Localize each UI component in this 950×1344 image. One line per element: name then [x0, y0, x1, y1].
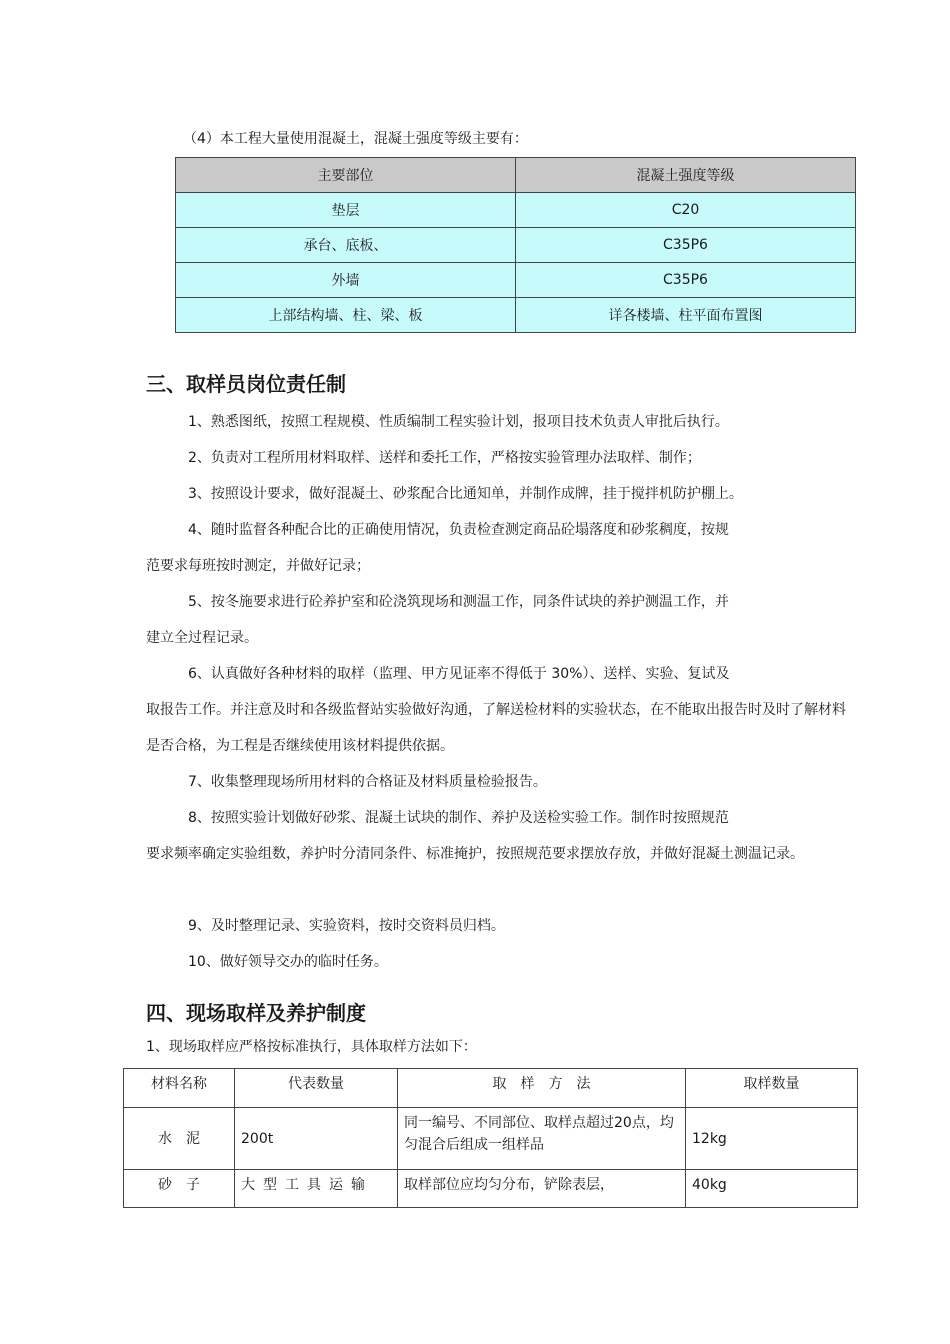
table-row [176, 193, 856, 228]
paragraph-text: 要求频率确定实验组数，养护时分清同条件、标准掩护，按照规范要求摆放存放，并做好混凝土测温记录。 [146, 846, 804, 862]
paragraph-text: 8、按照实验计划做好砂浆、混凝土试块的制作、养护及送检实验工作。制作时按照规范 [188, 810, 729, 826]
table-cell: 承台、底板、 [176, 228, 516, 263]
header-cell: 材料名称 [124, 1069, 235, 1108]
table-row [124, 1108, 858, 1170]
table-cell: 12kg [686, 1108, 858, 1170]
paragraph-text: 4、随时监督各种配合比的正确使用情况，负责检查测定商品砼塌落度和砂浆稠度，按规 [188, 522, 729, 538]
table-row [176, 298, 856, 333]
paragraph [146, 584, 846, 656]
table-cell: 取样部位应均匀分布，铲除表层， [398, 1170, 686, 1208]
table-header-row [176, 158, 856, 193]
intro-text: （4）本工程大量使用混凝土，混凝土强度等级主要有： [183, 131, 528, 147]
paragraph-text: 10、做好领导交办的临时任务。 [188, 954, 388, 970]
concrete-grade-table [175, 157, 856, 333]
table-cell: 外墙 [176, 263, 516, 298]
table-cell: 水 泥 [124, 1108, 235, 1170]
paragraph [146, 944, 846, 980]
table-cell: 垫层 [176, 193, 516, 228]
table-cell: C35P6 [516, 228, 856, 263]
table-cell: 同一编号、不同部位、取样点超过20点，均匀混合后组成一组样品 [398, 1108, 686, 1170]
header-cell: 混凝土强度等级 [516, 158, 856, 193]
table-cell: 砂 子 [124, 1170, 235, 1208]
paragraph [146, 440, 846, 476]
header-cell: 取 样 方 法 [398, 1069, 686, 1108]
header-cell: 主要部位 [176, 158, 516, 193]
table-row [176, 263, 856, 298]
table-cell: 详各楼墙、柱平面布置图 [516, 298, 856, 333]
paragraph-text: 范要求每班按时测定，并做好记录； [146, 558, 370, 574]
paragraph-text: 1、现场取样应严格按标准执行，具体取样方法如下： [146, 1039, 477, 1055]
paragraph-text: 3、按照设计要求，做好混凝土、砂浆配合比通知单，并制作成牌，挂于搅拌机防护棚上。 [188, 486, 743, 502]
paragraph-text: 2、负责对工程所用材料取样、送样和委托工作，严格按实验管理办法取样、制作； [188, 450, 701, 466]
table-row [176, 228, 856, 263]
paragraph [146, 512, 846, 584]
table-cell: 大型工具运输 [235, 1170, 398, 1208]
paragraph-text: 建立全过程记录。 [146, 630, 258, 646]
paragraph-text: 取报告工作。并注意及时和各级监督站实验做好沟通，了解送检材料的实验状态，在不能取出报告时及时了解材料是否合格，为工程是否继续使用该材料提供依据。 [146, 702, 846, 754]
paragraph [146, 764, 846, 800]
paragraph [146, 476, 846, 512]
paragraph [146, 800, 846, 872]
header-cell: 取样数量 [686, 1069, 858, 1108]
paragraph-text: 1、熟悉图纸，按照工程规模、性质编制工程实验计划，报项目技术负责人审批后执行。 [188, 414, 729, 430]
table-cell: 上部结构墙、柱、梁、板 [176, 298, 516, 333]
paragraph [146, 404, 846, 440]
paragraph-text: 5、按冬施要求进行砼养护室和砼浇筑现场和测温工作，同条件试块的养护测温工作，并 [188, 594, 729, 610]
table-row [124, 1170, 858, 1208]
section-heading: 四、现场取样及养护制度 [146, 1001, 366, 1025]
sampling-method-table [123, 1068, 858, 1208]
paragraph [146, 908, 846, 944]
header-cell: 代表数量 [235, 1069, 398, 1108]
paragraph-text: 9、及时整理记录、实验资料，按时交资料员归档。 [188, 918, 505, 934]
section-heading: 三、取样员岗位责任制 [146, 372, 346, 396]
table-cell: 40kg [686, 1170, 858, 1208]
paragraph-text: 6、认真做好各种材料的取样（监理、甲方见证率不得低于 30%）、送样、实验、复试及 [188, 666, 730, 682]
table-cell: C20 [516, 193, 856, 228]
table-header-row [124, 1069, 858, 1108]
paragraph-text: 7、收集整理现场所用材料的合格证及材料质量检验报告。 [188, 774, 547, 790]
table-cell: C35P6 [516, 263, 856, 298]
table-cell: 200t [235, 1108, 398, 1170]
paragraph [146, 656, 846, 764]
